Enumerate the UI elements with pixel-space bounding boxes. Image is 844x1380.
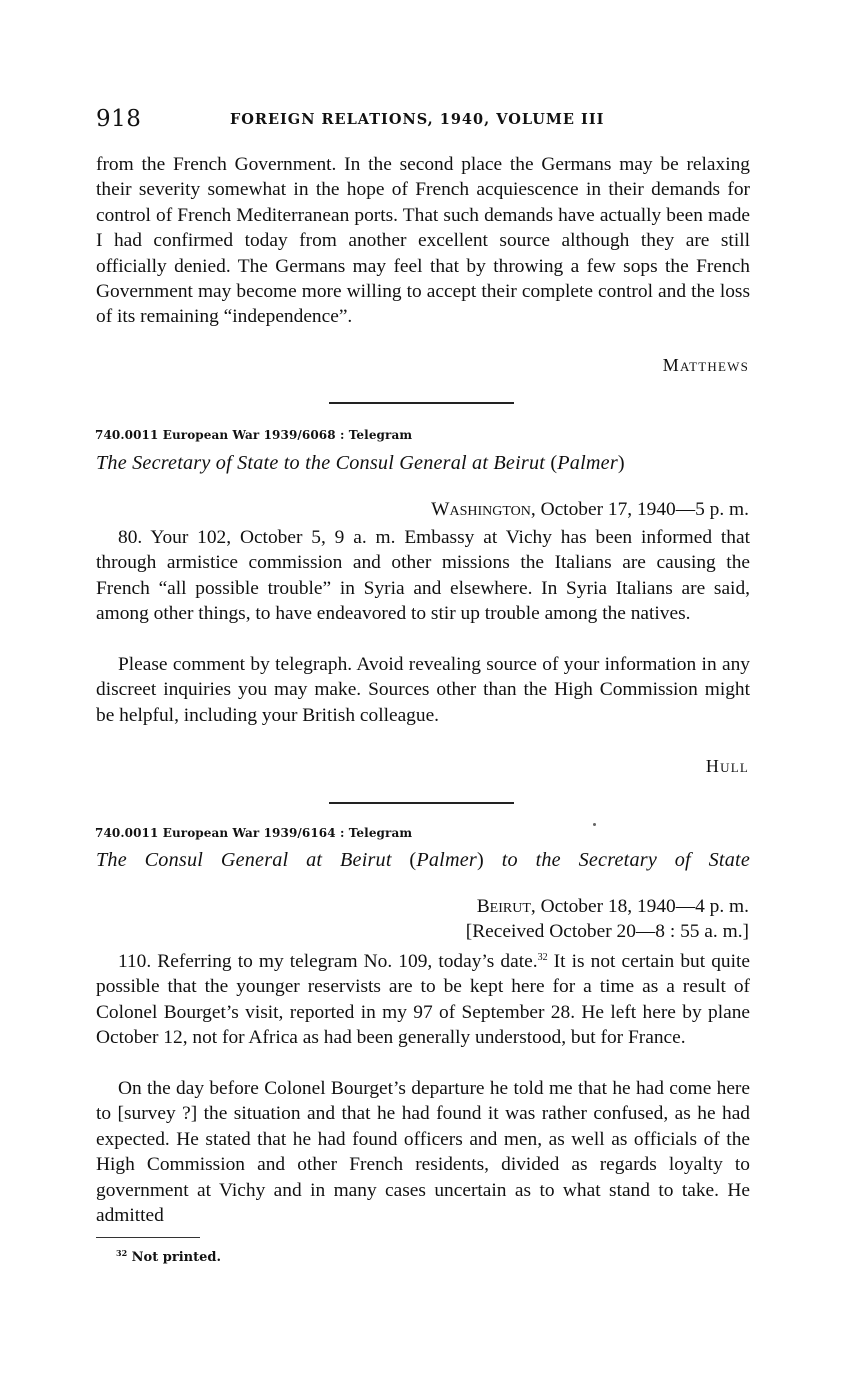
page-header	[96, 106, 756, 140]
signature-matthews: Matthews	[662, 355, 749, 375]
telegram-paragraph: On the day before Colonel Bourget’s departure he told me that he had come here to [survey ?] the situation and that he had found it was rather confused, as he had expected. He stated that he had found officers and men, as well as officials of the High Commission and other French residents, divided as regards loyalty to government at Vichy and in many cases uncertain as to what stand to take. He admitted	[96, 1078, 750, 1227]
telegram-paragraph: 110. Referring to my telegram No. 109, today’s date.$^{32}$ It is not certain but quite possible that the younger reservists are to be kept here for a time as a result of Colonel Bourget’s visit, reported in my 97 of September 28. He left here by plane October 12, not for Africa as had been generally understood, but for France.	[96, 951, 750, 1049]
opening-paragraph: from the French Government. In the second place the Germans may be relaxing their severity somewhat in the hope of French acquiescence in their demands for control of French Mediterranean ports. That such demands have actually been made I had confirmed today from another excellent source although they are still officially denied. The Germans may feel that by throwing a few sops the French Government may become more willing to accept their complete control and the loss of its remaining “independence”.	[96, 154, 750, 328]
date: , October 18, 1940—4 p. m.	[530, 896, 749, 917]
footnote	[116, 1250, 221, 1265]
title-name: Palmer	[557, 452, 618, 474]
title-text: to the Secretary of State	[501, 849, 750, 871]
place-and-date	[431, 497, 749, 522]
page-number: 918	[96, 106, 142, 132]
section-divider	[329, 802, 514, 804]
section-divider	[329, 402, 514, 404]
title-text: The Secretary of State to the Consul General at Beirut	[96, 452, 546, 474]
date: , October 17, 1940—5 p. m.	[530, 499, 749, 520]
received-note: [Received October 20—8 : 55 a. m.]	[465, 921, 749, 942]
title-name: Palmer	[416, 849, 477, 871]
place: Beirut	[476, 896, 531, 917]
document-title: The Secretary of State to the Consul General at Beirut (Palmer)	[96, 452, 625, 474]
file-reference: 740.0011 European War 1939/6068 : Telegram	[95, 428, 413, 442]
footnote-divider	[96, 1237, 200, 1238]
telegram-paragraph: Please comment by telegraph. Avoid revealing source of your information in any discreet inquiries you may make. Sources other than the High Commission might be helpful, including your British colleague.	[96, 654, 750, 726]
place: Washington	[431, 499, 531, 520]
document-title: The Consul General at Beirut (Palmer) to the Secretary of State	[96, 849, 750, 871]
footnote-mark: 32	[116, 1248, 128, 1258]
signature-hull: Hull	[705, 756, 749, 776]
place-and-date	[466, 894, 749, 944]
footnote-reference: 32	[537, 952, 548, 963]
footnote-text: Not printed.	[127, 1250, 221, 1265]
running-head: FOREIGN RELATIONS, 1940, VOLUME III	[230, 111, 605, 128]
telegram-paragraph: 80. Your 102, October 5, 9 a. m. Embassy at Vichy has been informed that through armistice commission and other missions the Italians are causing the French “all possible trouble” in Syria and elsewhere. In Syria Italians are said, among other things, to have endeavored to stir up trouble among the natives.	[96, 527, 750, 625]
title-text: The Consul General at Beirut	[96, 849, 392, 871]
print-speck	[593, 823, 596, 826]
file-reference: 740.0011 European War 1939/6164 : Telegram	[95, 826, 413, 840]
